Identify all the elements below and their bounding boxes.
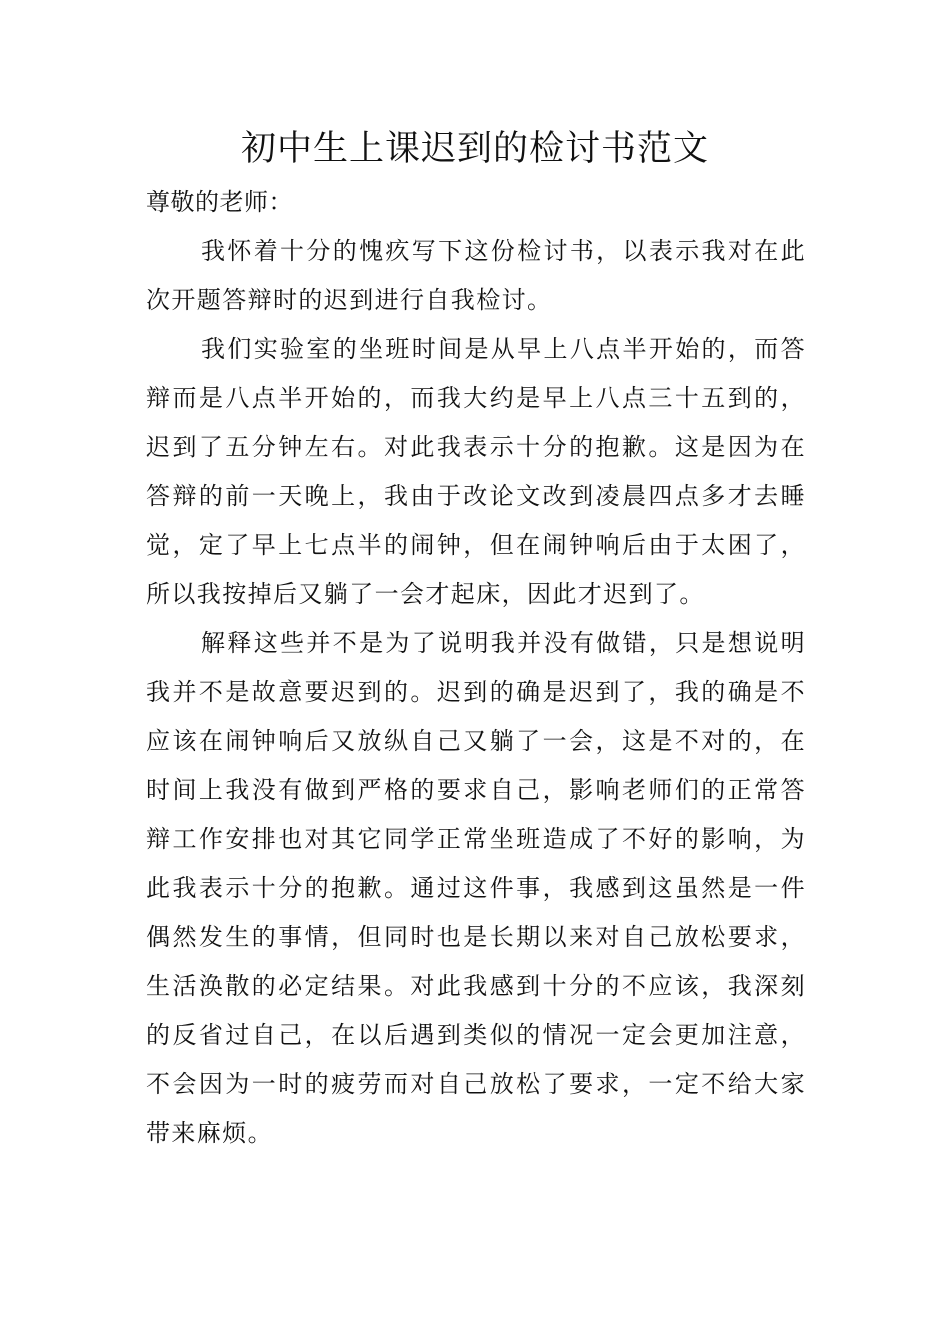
document-body: [146, 178, 806, 1158]
salutation: 尊敬的老师：: [146, 188, 293, 216]
document-title: 初中生上课迟到的检讨书范文: [240, 129, 709, 169]
paragraph-2: 我们实验室的坐班时间是从早上八点半开始的，而答辩而是八点半开始的，而我大约是早上八点三十五到的，迟到了五分钟左右。对此我表示十分的抱歉。这是因为在答辩的前一天晚上，我由于改论文改到凌晨四点多才去睡觉，定了早上七点半的闹钟，但在闹钟响后由于太困了，所以我按掉后又躺了一会才起床，因此才迟到了。: [146, 335, 806, 608]
paragraph-3: 解释这些并不是为了说明我并没有做错，只是想说明我并不是故意要迟到的。迟到的确是迟到了，我的确是不应该在闹钟响后又放纵自己又躺了一会，这是不对的，在时间上我没有做到严格的要求自己，影响老师们的正常答辩工作安排也对其它同学正常坐班造成了不好的影响，为此我表示十分的抱歉。通过这件事，我感到这虽然是一件偶然发生的事情，但同时也是长期以来对自己放松要求，生活涣散的必定结果。对此我感到十分的不应该，我深刻的反省过自己，在以后遇到类似的情况一定会更加注意，不会因为一时的疲劳而对自己放松了要求，一定不给大家带来麻烦。: [146, 629, 806, 1147]
paragraph-1: 我怀着十分的愧疚写下这份检讨书，以表示我对在此次开题答辩时的迟到进行自我检讨。: [146, 237, 806, 314]
